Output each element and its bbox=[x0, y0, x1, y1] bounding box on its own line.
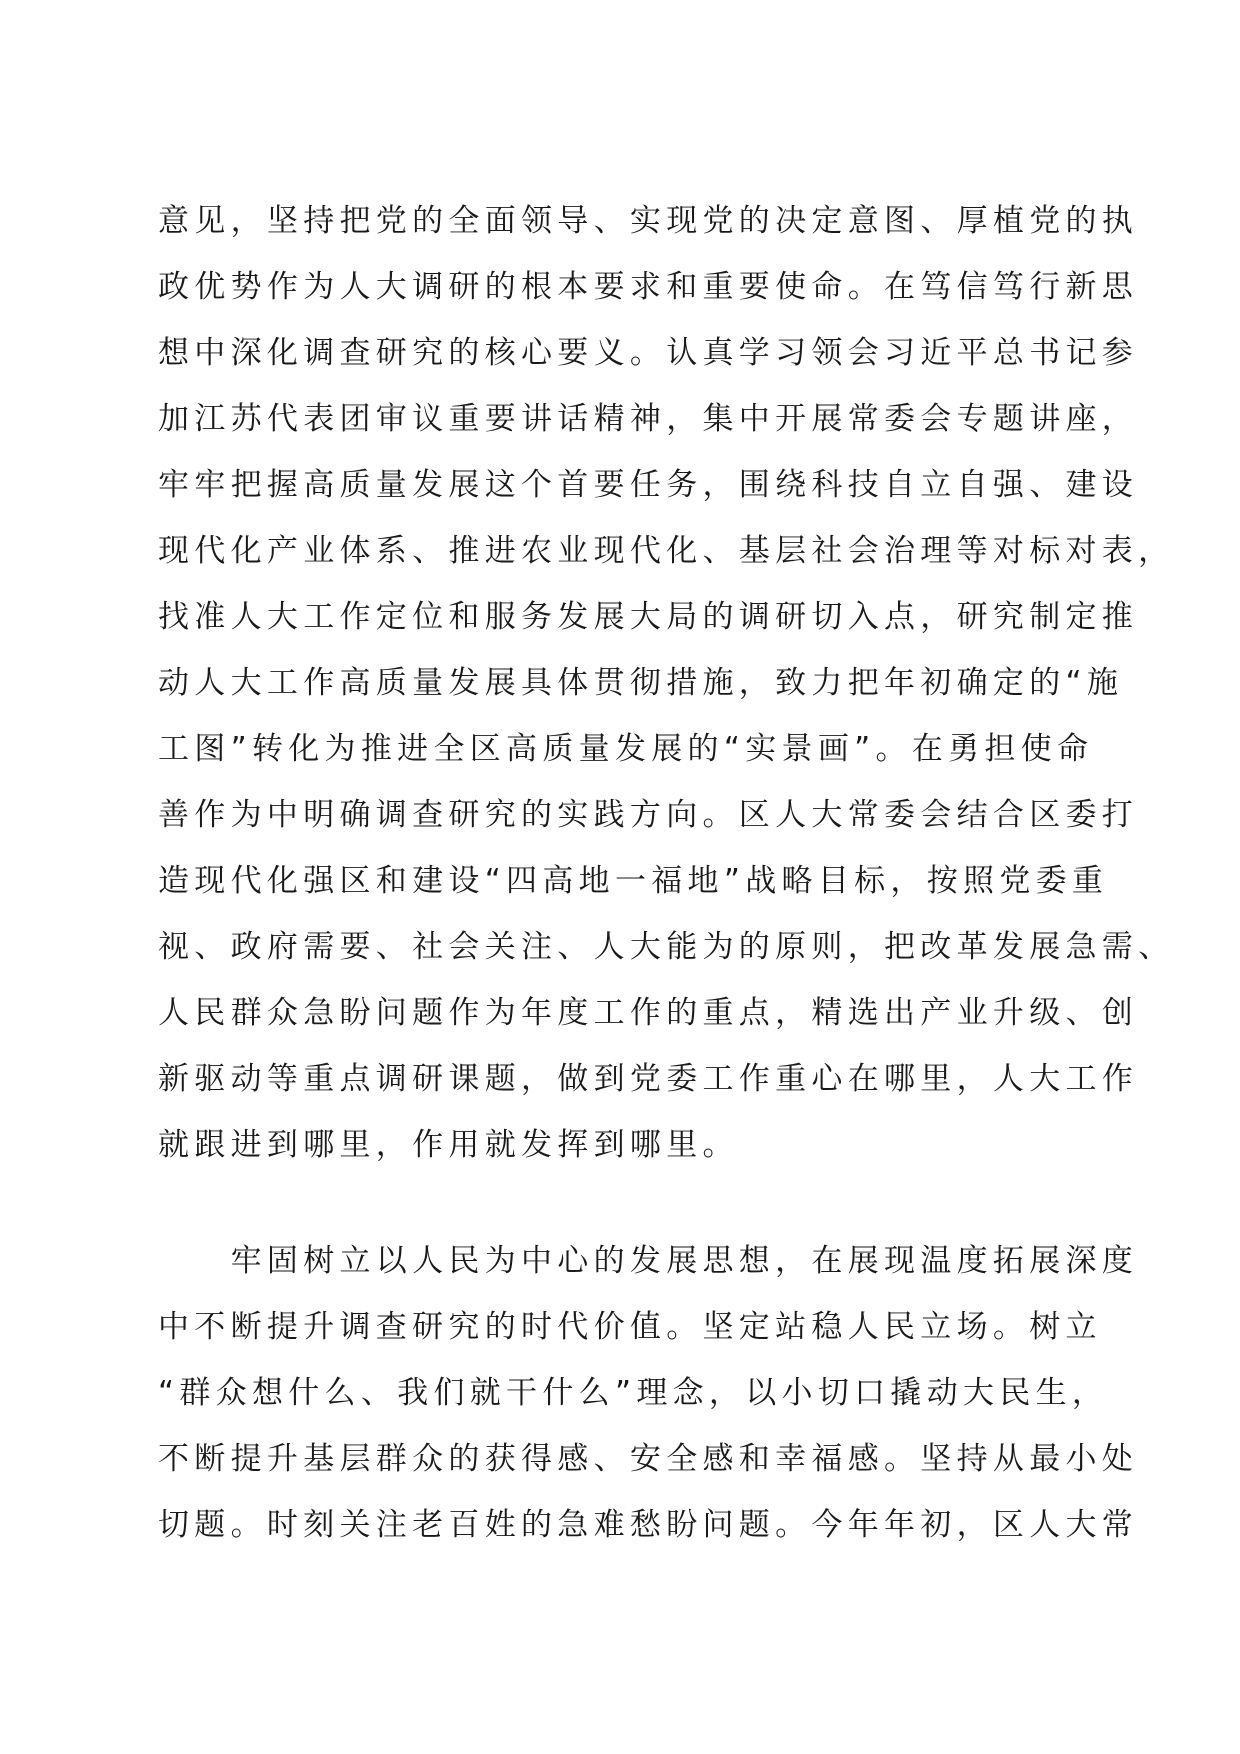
text-line: 造现代化强区和建设“四高地一福地”战略目标，按照党委重 bbox=[158, 863, 1109, 899]
text-line: 意见，坚持把党的全面领导、实现党的决定意图、厚植党的执 bbox=[158, 203, 1139, 239]
text-line: 动人大工作高质量发展具体贯彻措施，致力把年初确定的“施 bbox=[158, 665, 1124, 701]
text-line: 政优势作为人大调研的根本要求和重要使命。在笃信笃行新思 bbox=[158, 269, 1139, 305]
text-line: 切题。时刻关注老百姓的急难愁盼问题。今年年初，区人大常 bbox=[158, 1507, 1139, 1543]
text-line: 中不断提升调查研究的时代价值。坚定站稳人民立场。树立 bbox=[158, 1309, 1102, 1345]
text-line: 牢牢把握高质量发展这个首要任务，围绕科技自立自强、建设 bbox=[158, 467, 1139, 503]
text-line: 视、政府需要、社会关注、人大能为的原则，把改革发展急需、 bbox=[158, 929, 1175, 965]
text-line: 想中深化调查研究的核心要义。认真学习领会习近平总书记参 bbox=[158, 335, 1139, 371]
text-line: 工图”转化为推进全区高质量发展的“实景画”。在勇担使命 bbox=[158, 731, 1094, 767]
text-line: 找准人大工作定位和服务发展大局的调研切入点，研究制定推 bbox=[158, 599, 1139, 635]
text-line: 善作为中明确调查研究的实践方向。区人大常委会结合区委打 bbox=[158, 797, 1139, 833]
text-line: 就跟进到哪里，作用就发挥到哪里。 bbox=[158, 1127, 739, 1163]
text-line: 牢固树立以人民为中心的发展思想，在展现温度拓展深度 bbox=[158, 1243, 1139, 1279]
paragraph-2 bbox=[158, 1228, 1139, 1558]
text-line: “群众想什么、我们就干什么”理念，以小切口撬动大民生， bbox=[158, 1375, 1109, 1411]
paragraph-1 bbox=[158, 188, 1175, 1178]
text-line: 人民群众急盼问题作为年度工作的重点，精选出产业升级、创 bbox=[158, 995, 1139, 1031]
text-line: 加江苏代表团审议重要讲话精神，集中开展常委会专题讲座， bbox=[158, 401, 1139, 437]
text-line: 不断提升基层群众的获得感、安全感和幸福感。坚持从最小处 bbox=[158, 1441, 1139, 1477]
text-line: 新驱动等重点调研课题，做到党委工作重心在哪里，人大工作 bbox=[158, 1061, 1139, 1097]
text-line: 现代化产业体系、推进农业现代化、基层社会治理等对标对表， bbox=[158, 533, 1175, 569]
